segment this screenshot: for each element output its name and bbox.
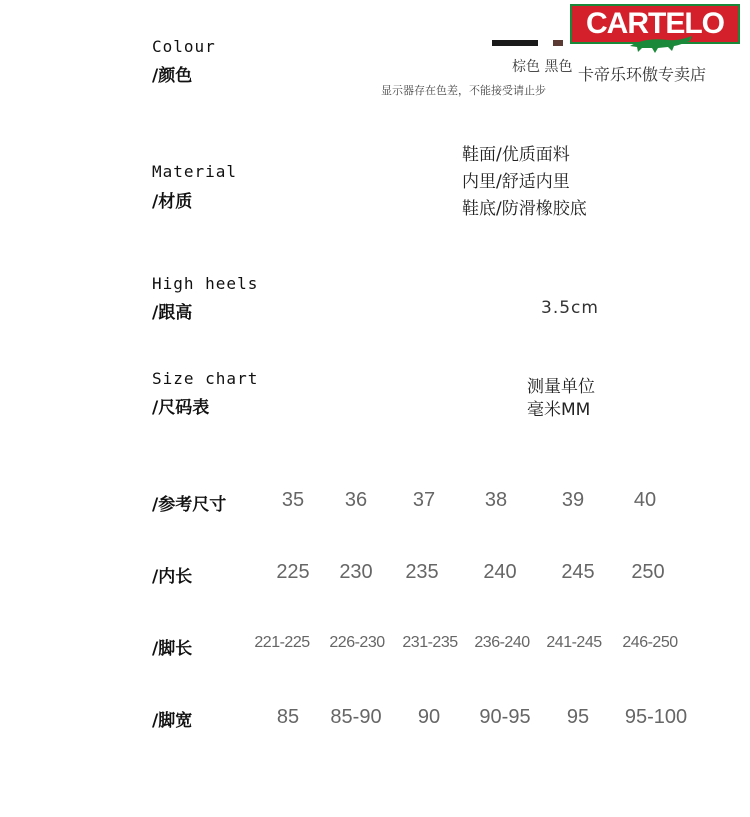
table-cell: 36 (344, 489, 368, 511)
table-cell: 225 (276, 561, 310, 583)
table-cell: 230 (339, 561, 373, 583)
table-cell: 226-230 (329, 634, 385, 651)
table-cell: 90 (417, 706, 441, 728)
measure-unit-mm: 毫米MM (527, 400, 591, 420)
table-cell: 240 (483, 561, 517, 583)
table-cell: 40 (633, 489, 657, 511)
table-cell: 241-245 (546, 634, 602, 651)
material-sole: 鞋底/防滑橡胶底 (462, 199, 587, 219)
table-cell: 95 (566, 706, 590, 728)
row-label-inner-length: /内长 (152, 567, 193, 587)
measure-unit-label: 测量单位 (527, 377, 595, 397)
table-cell: 90-95 (479, 706, 531, 728)
table-cell: 35 (281, 489, 305, 511)
table-cell: 221-225 (254, 634, 310, 651)
table-cell: 39 (561, 489, 585, 511)
table-cell: 37 (412, 489, 436, 511)
table-cell: 235 (405, 561, 439, 583)
swatch-caption: 棕色 黑色 (512, 59, 573, 75)
table-cell: 38 (484, 489, 508, 511)
table-cell: 250 (631, 561, 665, 583)
table-cell: 246-250 (622, 634, 678, 651)
size-chart-label-en: Size chart (152, 369, 259, 388)
colour-label-zh: /颜色 (152, 66, 193, 86)
material-label-en: Material (152, 162, 238, 181)
table-cell: 85-90 (330, 706, 382, 728)
color-difference-note: 显示器存在色差，不能接受请止步 (381, 84, 546, 97)
table-cell: 231-235 (402, 634, 458, 651)
row-label-ref-size: /参考尺寸 (152, 495, 227, 515)
store-name: 卡帝乐环傲专卖店 (578, 65, 707, 84)
table-cell: 95-100 (624, 706, 688, 728)
size-chart-label-zh: /尺码表 (152, 398, 210, 418)
material-lining: 内里/舒适内里 (462, 172, 570, 192)
brown-swatch (553, 40, 563, 46)
material-label-zh: /材质 (152, 192, 193, 212)
black-swatch (492, 40, 538, 46)
table-cell: 236-240 (474, 634, 530, 651)
row-label-foot-width: /脚宽 (152, 711, 193, 731)
crocodile-icon (628, 32, 694, 54)
table-cell: 245 (561, 561, 595, 583)
colour-label-en: Colour (152, 37, 216, 56)
heel-height-value: 3.5cm (541, 298, 599, 318)
row-label-foot-length: /脚长 (152, 639, 193, 659)
table-cell: 85 (276, 706, 300, 728)
heels-label-en: High heels (152, 274, 259, 293)
heels-label-zh: /跟高 (152, 303, 193, 323)
material-upper: 鞋面/优质面料 (462, 145, 570, 165)
brand-logo-text: CARTELO (586, 7, 724, 40)
